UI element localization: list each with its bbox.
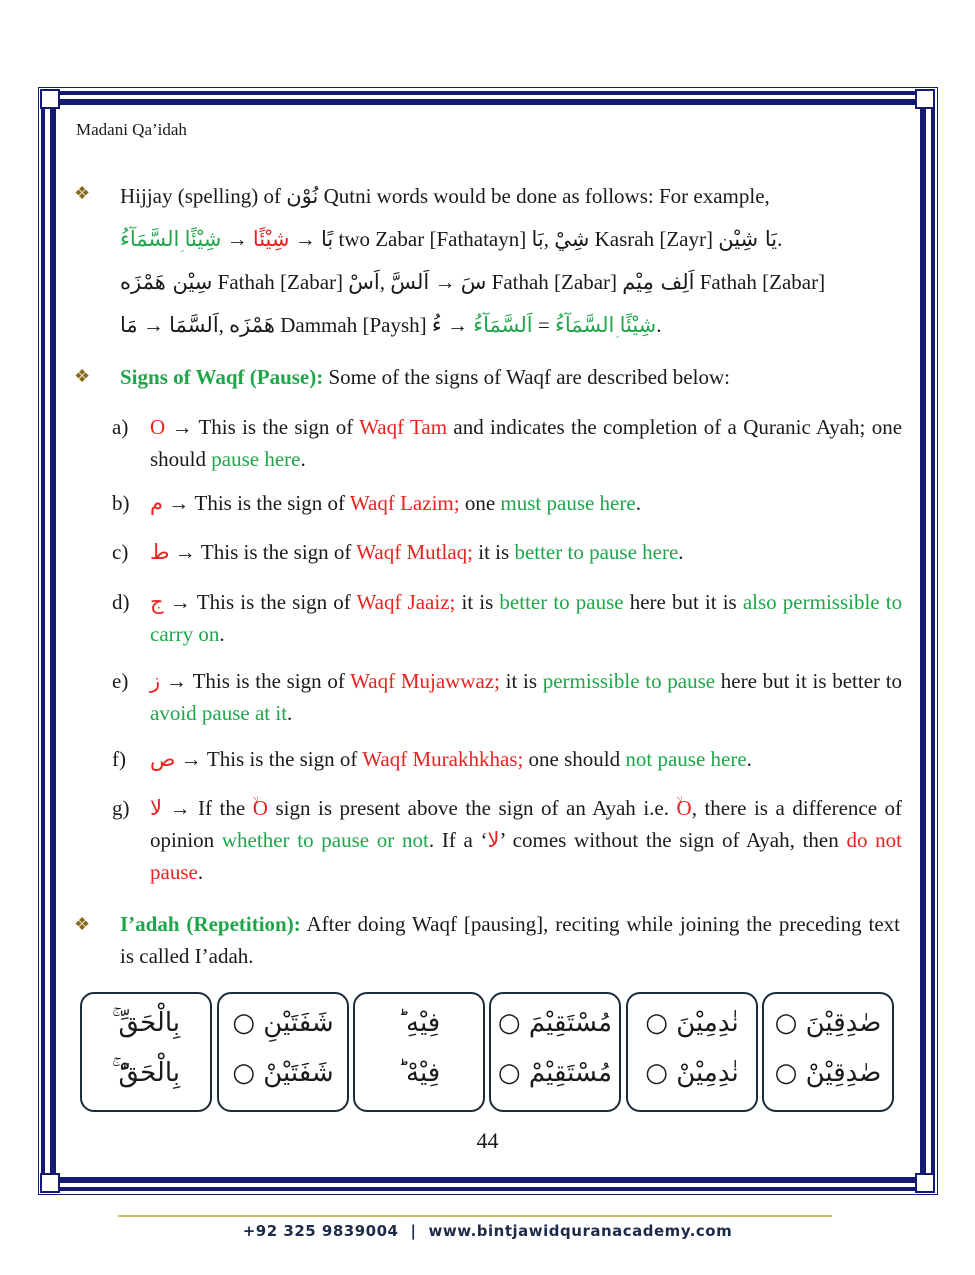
waqf-item-f: f) ص → This is the sign of Waqf Murakhkhas; one should not pause here. <box>112 747 752 771</box>
example-tile: شَفَتَيْنِ ○ شَفَتَيْنْ ○ <box>217 992 349 1112</box>
waqf-item-b: b) م → This is the sign of Waqf Lazim; one must pause here. <box>112 491 641 515</box>
iadah-paragraph: I’adah (Repetition): After doing Waqf [pausing], reciting while joining the preceding text is called I’adah. <box>120 912 900 968</box>
diamond-bullet-icon: ❖ <box>74 914 91 934</box>
diamond-bullet-icon: ❖ <box>74 183 91 203</box>
waqf-item-a: a) O → This is the sign of Waqf Tam and indicates the completion of a Quranic Ayah; one should pause here. <box>112 415 903 471</box>
corner-ornament-icon <box>915 1173 935 1193</box>
example-tile: نٰدِمِيْنَ ○ نٰدِمِيْنْ ○ <box>626 992 758 1112</box>
waqf-item-g: g) لا → If the ۙO sign is present above the sign of an Ayah i.e. ۙO, there is a difference of opinion whether to pause or not. If a ‘لا’ comes without the sign of Ayah, then do not pause. <box>112 796 903 884</box>
corner-ornament-icon <box>915 89 935 109</box>
corner-ornament-icon <box>40 89 60 109</box>
running-header: Madani Qa’idah <box>76 120 187 139</box>
waqf-item-e: e) ز → This is the sign of Waqf Mujawwaz; it is permissible to pause here but it is better to avoid pause at it. <box>112 669 903 725</box>
footer: +92 325 9839004 | www.bintjawidquranacademy.com <box>242 1222 733 1240</box>
example-tile: مُسْتَقِيْمَ ○ مُسْتَقِيْمْ ○ <box>489 992 621 1112</box>
footer-url[interactable]: www.bintjawidquranacademy.com <box>428 1222 733 1240</box>
iadah-example-tiles <box>80 992 898 1114</box>
page-number: 44 <box>476 1128 499 1153</box>
example-tile: صٰدِقِيْنَ ○ صٰدِقِيْنْ ○ <box>762 992 894 1112</box>
example-tile: فِيْهِ ؕ فِيْهْ ؕ <box>353 992 485 1112</box>
corner-ornament-icon <box>40 1173 60 1193</box>
footer-divider <box>118 1215 832 1217</box>
waqf-item-c: c) ط → This is the sign of Waqf Mutlaq; it is better to pause here. <box>112 540 684 564</box>
diamond-bullet-icon: ❖ <box>74 366 91 386</box>
waqf-heading-line: Signs of Waqf (Pause): Some of the signs of Waqf are described below: <box>120 365 730 389</box>
iadah-heading: I’adah (Repetition): <box>120 912 301 936</box>
waqf-heading: Signs of Waqf (Pause): <box>120 365 324 389</box>
example-tile: بِالْحَقِّ ۚ بِالْحَقّْ ۚ <box>80 992 212 1112</box>
waqf-item-d: d) ج → This is the sign of Waqf Jaaiz; it is better to pause here but it is also permissible to carry on. <box>112 590 903 646</box>
hijjay-paragraph: Hijjay (spelling) of نُوْن Qutni words would be done as follows: For example, شِيْئًا ؚالسَّمَآءُ → شِيْئًا → بًا two Zabar [Fathatayn] بَا, شِيْ Kasrah [Zayr] يَا شِيْن. سِيْن هَمْزَه Fathah [Zabar] اَسْ, اَلسَّ → سَ Fathah [Zabar] اَلِف مِيْم Fathah [Zabar] مَا → اَلسَّمَا, هَمْزَه Dammah [Paysh] ءُ → اَلسَّمَآءُ = شِيْئًا ؚالسَّمَآءُ. <box>120 184 826 337</box>
footer-phone: +92 325 9839004 <box>242 1222 399 1240</box>
